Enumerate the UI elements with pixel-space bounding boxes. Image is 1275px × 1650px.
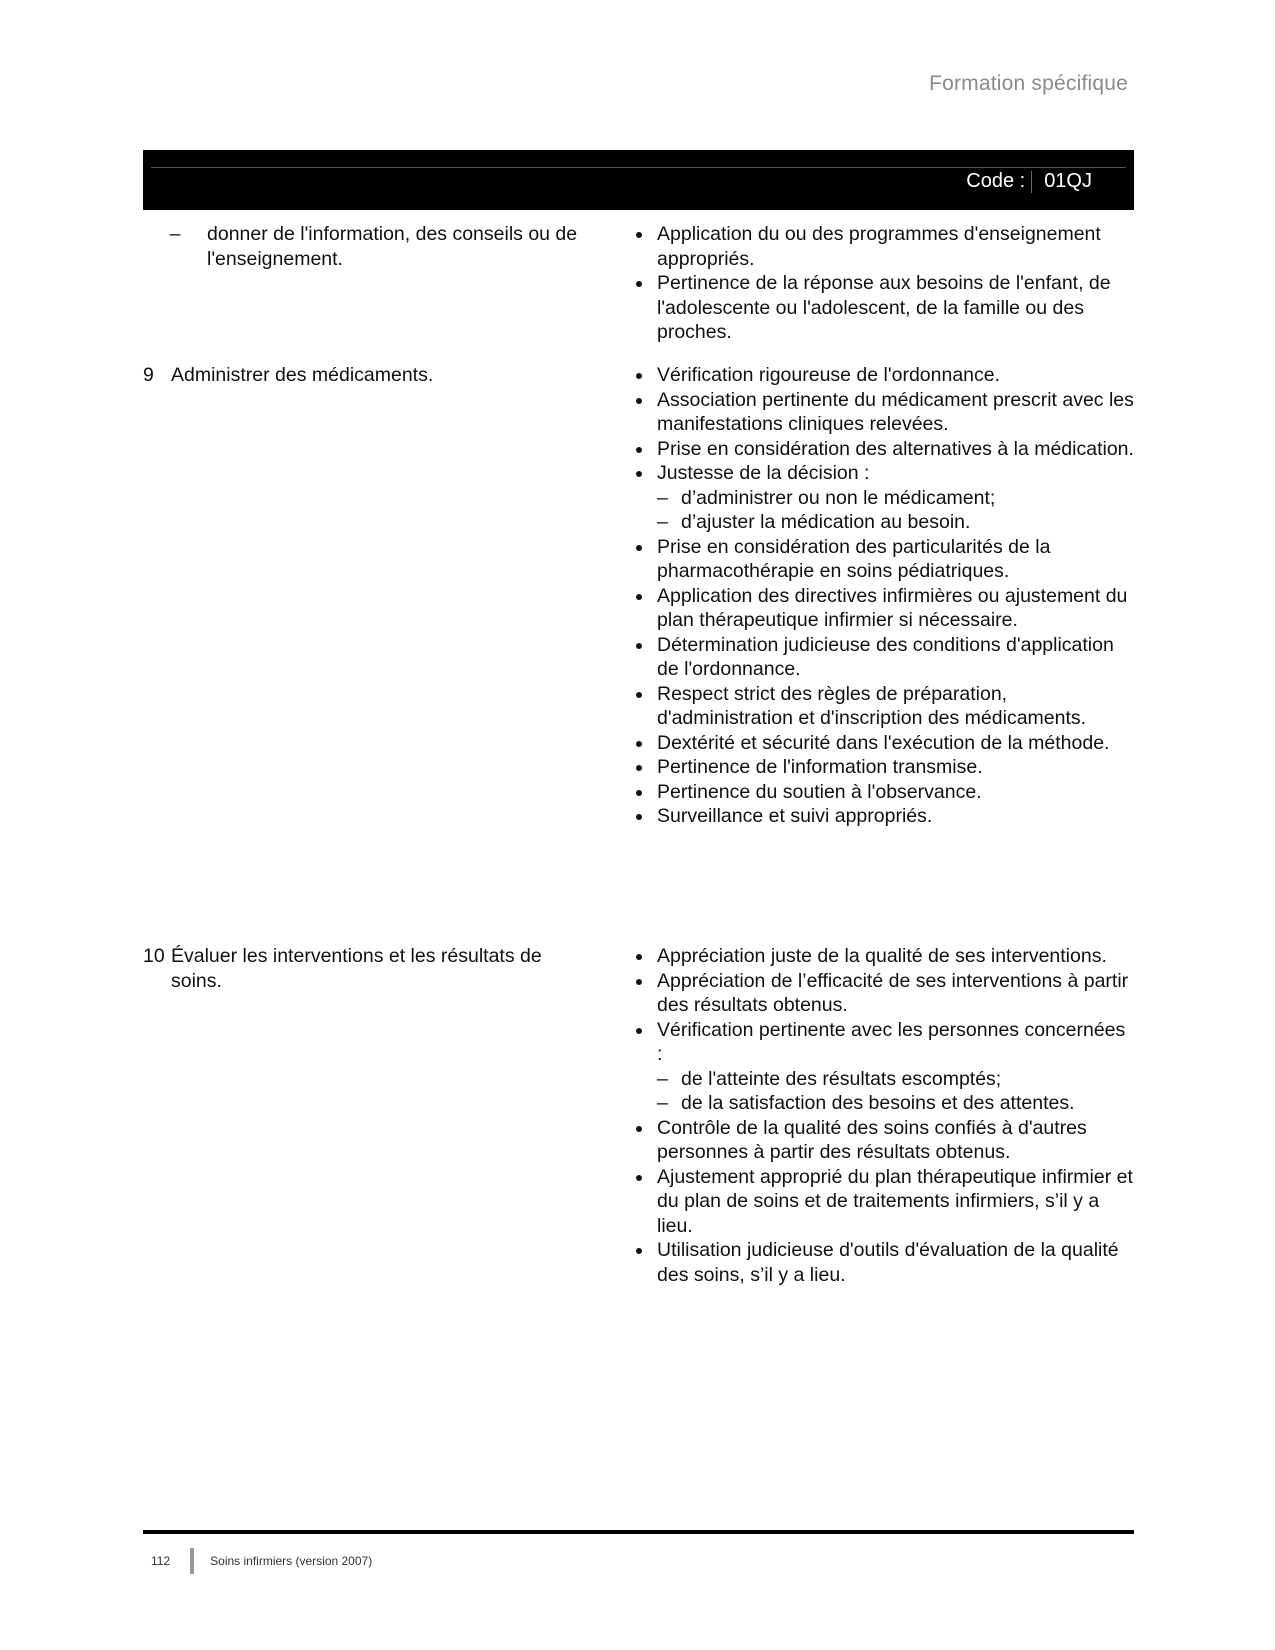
criterion-item: Appréciation juste de la qualité de ses interventions. — [630, 944, 1134, 969]
dash-marker: – — [169, 223, 181, 245]
element-text: Administrer des médicaments. — [171, 364, 434, 386]
element-text: Évaluer les interventions et les résultats de soins. — [171, 945, 542, 992]
criteria-list — [630, 363, 1134, 829]
criterion-item: Respect strict des règles de préparation, d'administration et d'inscription des médicaments. — [630, 682, 1134, 731]
element-text: donner de l'information, des conseils ou de l'enseignement. — [207, 223, 578, 270]
criterion-item: Ajustement approprié du plan thérapeutique infirmier et du plan de soins et de traitements infirmiers, s’il y a lieu. — [630, 1165, 1134, 1239]
program-title: Soins infirmiers (version 2007) — [210, 1554, 373, 1568]
sub-criterion: – de l'atteinte des résultats escomptés; — [657, 1067, 1134, 1092]
criterion-item: Application des directives infirmières ou ajustement du plan thérapeutique infirmier si nécessaire. — [630, 584, 1134, 633]
criterion-item: Vérification rigoureuse de l'ordonnance. — [630, 363, 1134, 388]
code-separator — [1031, 171, 1032, 193]
criterion-item: Application du ou des programmes d'enseignement appropriés. — [630, 222, 1134, 271]
criterion-item: Contrôle de la qualité des soins confiés à d'autres personnes à partir des résultats obtenus. — [630, 1116, 1134, 1165]
footer-separator — [190, 1548, 194, 1574]
sub-criterion: – d’ajuster la médication au besoin. — [657, 510, 1134, 535]
criteria-row — [143, 944, 1134, 1287]
page-number: 112 — [151, 1554, 171, 1568]
criterion-item: Appréciation de l’efficacité de ses interventions à partir des résultats obtenus. — [630, 969, 1134, 1018]
sub-criterion: – d’administrer ou non le médicament; — [657, 486, 1134, 511]
element-number: 10 — [143, 945, 165, 967]
performance-criteria-cell — [630, 222, 1134, 363]
criterion-item — [630, 1018, 1134, 1116]
criterion-item: Pertinence de l'information transmise. — [630, 755, 1134, 780]
criterion-text: Vérification pertinente avec les personnes concernées : — [657, 1018, 1126, 1065]
element-cell — [143, 222, 630, 363]
criteria-row — [143, 363, 1134, 944]
criterion-item: Pertinence de la réponse aux besoins de l'enfant, de l'adolescente ou l'adolescent, de la famille ou des proches. — [630, 271, 1134, 345]
element-cell — [143, 944, 630, 1287]
criterion-item: Dextérité et sécurité dans l'exécution de la méthode. — [630, 731, 1134, 756]
element-cell — [143, 363, 630, 944]
element-number: 9 — [143, 364, 154, 386]
code-label: Code : — [966, 170, 1026, 192]
criterion-item: Prise en considération des particularités de la pharmacothérapie en soins pédiatriques. — [630, 535, 1134, 584]
page-footer — [151, 1548, 372, 1574]
criterion-item: Pertinence du soutien à l'observance. — [630, 780, 1134, 805]
criteria-row — [143, 222, 1134, 363]
criteria-list — [630, 222, 1134, 345]
running-header-title: Formation spécifique — [929, 72, 1128, 95]
code-value: 01QJ — [1044, 170, 1092, 192]
code-bar-rule — [151, 167, 1126, 168]
criterion-text: Justesse de la décision : — [657, 462, 870, 484]
criterion-item — [630, 461, 1134, 535]
criteria-table — [143, 222, 1134, 1287]
footer-rule — [143, 1530, 1134, 1534]
sub-criteria-list — [657, 486, 1134, 535]
performance-criteria-cell — [630, 363, 1134, 944]
criterion-item: Utilisation judicieuse d'outils d'évaluation de la qualité des soins, s’il y a lieu. — [630, 1238, 1134, 1287]
sub-criteria-list — [657, 1067, 1134, 1116]
criterion-item: Prise en considération des alternatives à la médication. — [630, 437, 1134, 462]
criterion-item: Surveillance et suivi appropriés. — [630, 804, 1134, 829]
criterion-item: Détermination judicieuse des conditions d'application de l'ordonnance. — [630, 633, 1134, 682]
performance-criteria-cell — [630, 944, 1134, 1287]
code-label-group — [966, 170, 1092, 193]
criterion-item: Association pertinente du médicament prescrit avec les manifestations cliniques relevées. — [630, 388, 1134, 437]
code-bar — [143, 150, 1134, 210]
sub-criterion: – de la satisfaction des besoins et des attentes. — [657, 1091, 1134, 1116]
criteria-list — [630, 944, 1134, 1287]
